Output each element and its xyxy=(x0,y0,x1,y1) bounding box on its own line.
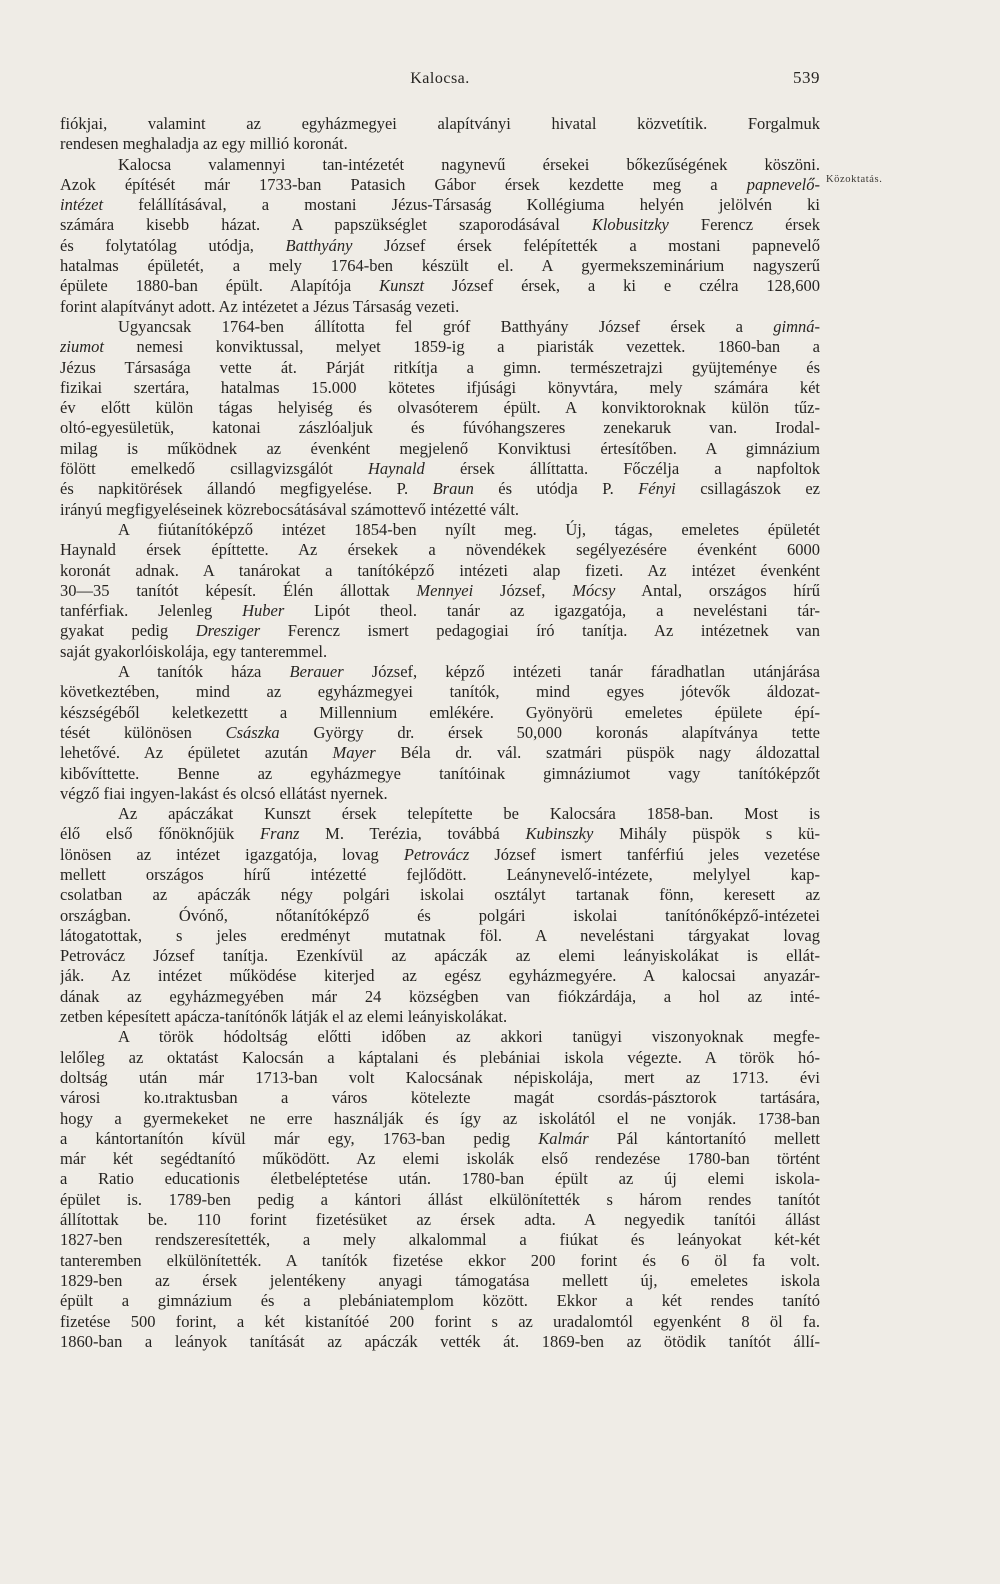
text-line: milag is működnek az évenként megjelenő Konviktusi értesítőben. A gimnázium xyxy=(60,438,820,458)
text-line: Petrovácz József tanítja. Ezenkívül az apáczák az elemi leányiskolákat is ellát- xyxy=(60,946,820,966)
running-head xyxy=(60,68,820,92)
text-line: épült a gimnázium és a plebániatemplom között. Ekkor a két rendes tanító xyxy=(60,1291,820,1311)
text-line: számára kisebb házat. A papszükséglet szaporodásával Klobusitzky Ferencz érsek xyxy=(60,215,820,235)
text-line: rendesen meghaladja az egy millió koronát. xyxy=(60,134,348,154)
text-line: hatalmas épületét, a mely 1764-ben készült el. A gyermekszeminárium nagyszerű xyxy=(60,256,820,276)
text-line: tanférfiak. Jelenleg Huber Lipót theol. tanár az igazgatója, a neveléstani tár- xyxy=(60,601,820,621)
text-line: már két segédtanító működött. Az elemi iskolák első rendezése 1780-ban történt xyxy=(60,1149,820,1169)
text-line: a kántortanítón kívül már egy, 1763-ban pedig Kalmár Pál kántortanító mellett xyxy=(60,1128,820,1148)
text-line: 1829-ben az érsek jelentékeny anyagi támogatása mellett új, emeletes iskola xyxy=(60,1270,820,1290)
text-line: Kalocsa valamennyi tan-intézetét nagynevű érsekei bőkezűségének köszöni. xyxy=(118,154,820,174)
page-number: 539 xyxy=(793,68,820,87)
text-line: oltó-egyesületük, katonai zászlóaljuk és fúvóhangszeres zenekaruk van. Irodal- xyxy=(60,418,820,438)
text-line: ják. Az intézet működése kiterjed az egész egyházmegyére. A kalocsai anyazár- xyxy=(60,966,820,986)
text-line: 1827-ben rendszeresítették, a mely alkalommal a fiúkat és leányokat két-két xyxy=(60,1230,820,1250)
text-line: lelőleg az oktatást Kalocsán a káptalani és plebániai iskola végezte. A török hó- xyxy=(60,1047,820,1067)
text-line: irányú megfigyeléseinek közrebocsátásával számottevő intézetté vált. xyxy=(60,499,520,519)
text-line: ziumot nemesi konviktussal, melyet 1859-ig a piaristák vezettek. 1860-ban a xyxy=(60,337,820,357)
text-line: A fiútanítóképző intézet 1854-ben nyílt meg. Új, tágas, emeletes épületét xyxy=(118,519,820,539)
body-text xyxy=(60,114,820,1352)
text-line: tanteremben elkülönítették. A tanítók fizetése ekkor 200 forint és 6 öl fa volt. xyxy=(60,1250,820,1270)
text-line: forint alapítványt adott. Az intézetet a Jézus Társaság vezeti. xyxy=(60,296,460,316)
text-line: lehetővé. Az épületet azután Mayer Béla dr. vál. szatmári püspök nagy áldozattal xyxy=(60,743,820,763)
text-line: fizikai szertára, hatalmas 15.000 kötetes ifjúsági könyvtára, mely számára két xyxy=(60,377,820,397)
text-line: mellett országos hírű intézetté fejlődött. Leánynevelő-intézete, melylyel kap- xyxy=(60,864,820,884)
running-title: Kalocsa. xyxy=(410,70,470,87)
text-line: állítottak be. 110 forint fizetésüket az érsek adta. A negyedik tanítói állást xyxy=(60,1210,820,1230)
text-line: hogy a gyermekeket ne erre használják és így az iskolától el ne vonják. 1738-ban xyxy=(60,1108,820,1128)
text-line: élő első főnöknőjük Franz M. Terézia, továbbá Kubinszky Mihály püspök s kü- xyxy=(60,824,820,844)
text-line: Jézus Társasága vette át. Párját ritkítja a gimn. természetrajzi gyüjteménye és xyxy=(60,357,820,377)
text-line: országban. Óvónő, nőtanítóképző és polgári iskolai tanítónőképző-intézetei xyxy=(60,905,820,925)
text-line: és napkitörések állandó megfigyelése. P. Braun és utódja P. Fényi csillagászok ez xyxy=(60,479,820,499)
text-line: zetben képesített apácza-tanítónők látják el az elemi leányiskolákat. xyxy=(60,1007,508,1027)
text-line: tését különösen Császka György dr. érsek 50,000 koronás alapítványa tette xyxy=(60,722,820,742)
text-line: fiókjai, valamint az egyházmegyei alapítványi hivatal közvetítik. Forgalmuk xyxy=(60,114,820,133)
text-line: épület is. 1789-ben pedig a kántori állást elkülönítették s három rendes tanítót xyxy=(60,1189,820,1209)
text-line: A tanítók háza Berauer József, képző intézeti tanár fáradhatlan utánjárása xyxy=(118,662,820,682)
text-line: kibővíttette. Benne az egyházmegye tanítóinak gimnáziumot vagy tanítóképzőt xyxy=(60,763,820,783)
text-line: fizetése 500 forint, a két kistanítóé 200 forint s az uradalomtól egyenként 8 öl fa. xyxy=(60,1311,820,1331)
text-line: és folytatólag utódja, Batthyány József érsek felépítették a mostani papnevelő xyxy=(60,235,820,255)
text-line: Haynald érsek építtette. Az érsekek a növendékek segélyezésére évenként 6000 xyxy=(60,540,820,560)
text-line: csolatban az apáczák négy polgári iskolai osztályt tartanak fönn, keresett az xyxy=(60,885,820,905)
text-line: Azok építését már 1733-ban Patasich Gábor érsek kezdette meg a papnevelő- xyxy=(60,174,820,194)
text-line: készségéből keletkezettt a Millennium emlékére. Gyönyörü emeletes épülete épí- xyxy=(60,702,820,722)
text-line: következtében, mind az egyházmegyei tanítók, mind egyes jótevők áldozat- xyxy=(60,682,820,702)
text-line: Ugyancsak 1764-ben állította fel gróf Batthyány József érsek a gimná- xyxy=(118,316,820,336)
text-line: gyakat pedig Dresziger Ferencz ismert pedagogiai író tanítja. Az intézetnek van xyxy=(60,621,820,641)
text-line: 30—35 tanítót képesít. Élén állottak Mennyei József, Mócsy Antal, országos hírű xyxy=(60,580,820,600)
text-line: doltság után már 1713-ban volt Kalocsának népiskolája, mert az 1713. évi xyxy=(60,1067,820,1087)
text-line: dának az egyházmegyében már 24 községben van fiókzárdája, a hol az inté- xyxy=(60,986,820,1006)
text-line: épülete 1880-ban épült. Alapítója Kunszt József érsek, a ki e czélra 128,600 xyxy=(60,276,820,296)
text-line: lönösen az intézet igazgatója, lovag Petrovácz József ismert tanférfiú jeles vezetése xyxy=(60,844,820,864)
text-line: a Ratio educationis életbeléptetése után. 1780-ban épült az új elemi iskola- xyxy=(60,1169,820,1189)
text-line: látogatottak, s jeles eredményt mutatnak föl. A neveléstani tárgyakat lovag xyxy=(60,925,820,945)
margin-note: Közoktatás. xyxy=(826,174,883,185)
text-line: fölött emelkedő csillagvizsgálót Haynald érsek állíttatta. Főczélja a napfoltok xyxy=(60,459,820,479)
text-line: Az apáczákat Kunszt érsek telepítette be Kalocsára 1858-ban. Most is xyxy=(118,804,820,824)
text-line: A török hódoltság előtti időben az akkori tanügyi viszonyoknak megfe- xyxy=(118,1027,820,1047)
text-line: intézet felállításával, a mostani Jézus-Társaság Kollégiuma helyén jelölvén ki xyxy=(60,195,820,215)
text-line: végző fiai ingyen-lakást és olcsó ellátást nyernek. xyxy=(60,783,388,803)
text-line: saját gyakorlóiskolája, egy tanteremmel. xyxy=(60,641,328,661)
text-line: év előtt külön tágas helyiség és olvasóterem épült. A konviktoroknak külön tűz- xyxy=(60,398,820,418)
text-line: koronát adnak. A tanárokat a tanítóképző intézeti alap fizeti. Az intézet évenként xyxy=(60,560,820,580)
text-line: 1860-ban a leányok tanítását az apáczák vették át. 1869-ben az ötödik tanítót állí- xyxy=(60,1331,820,1351)
text-line: városi ko.ıtraktusban a város kötelezte magát csordás-pásztorok tartására, xyxy=(60,1088,820,1108)
